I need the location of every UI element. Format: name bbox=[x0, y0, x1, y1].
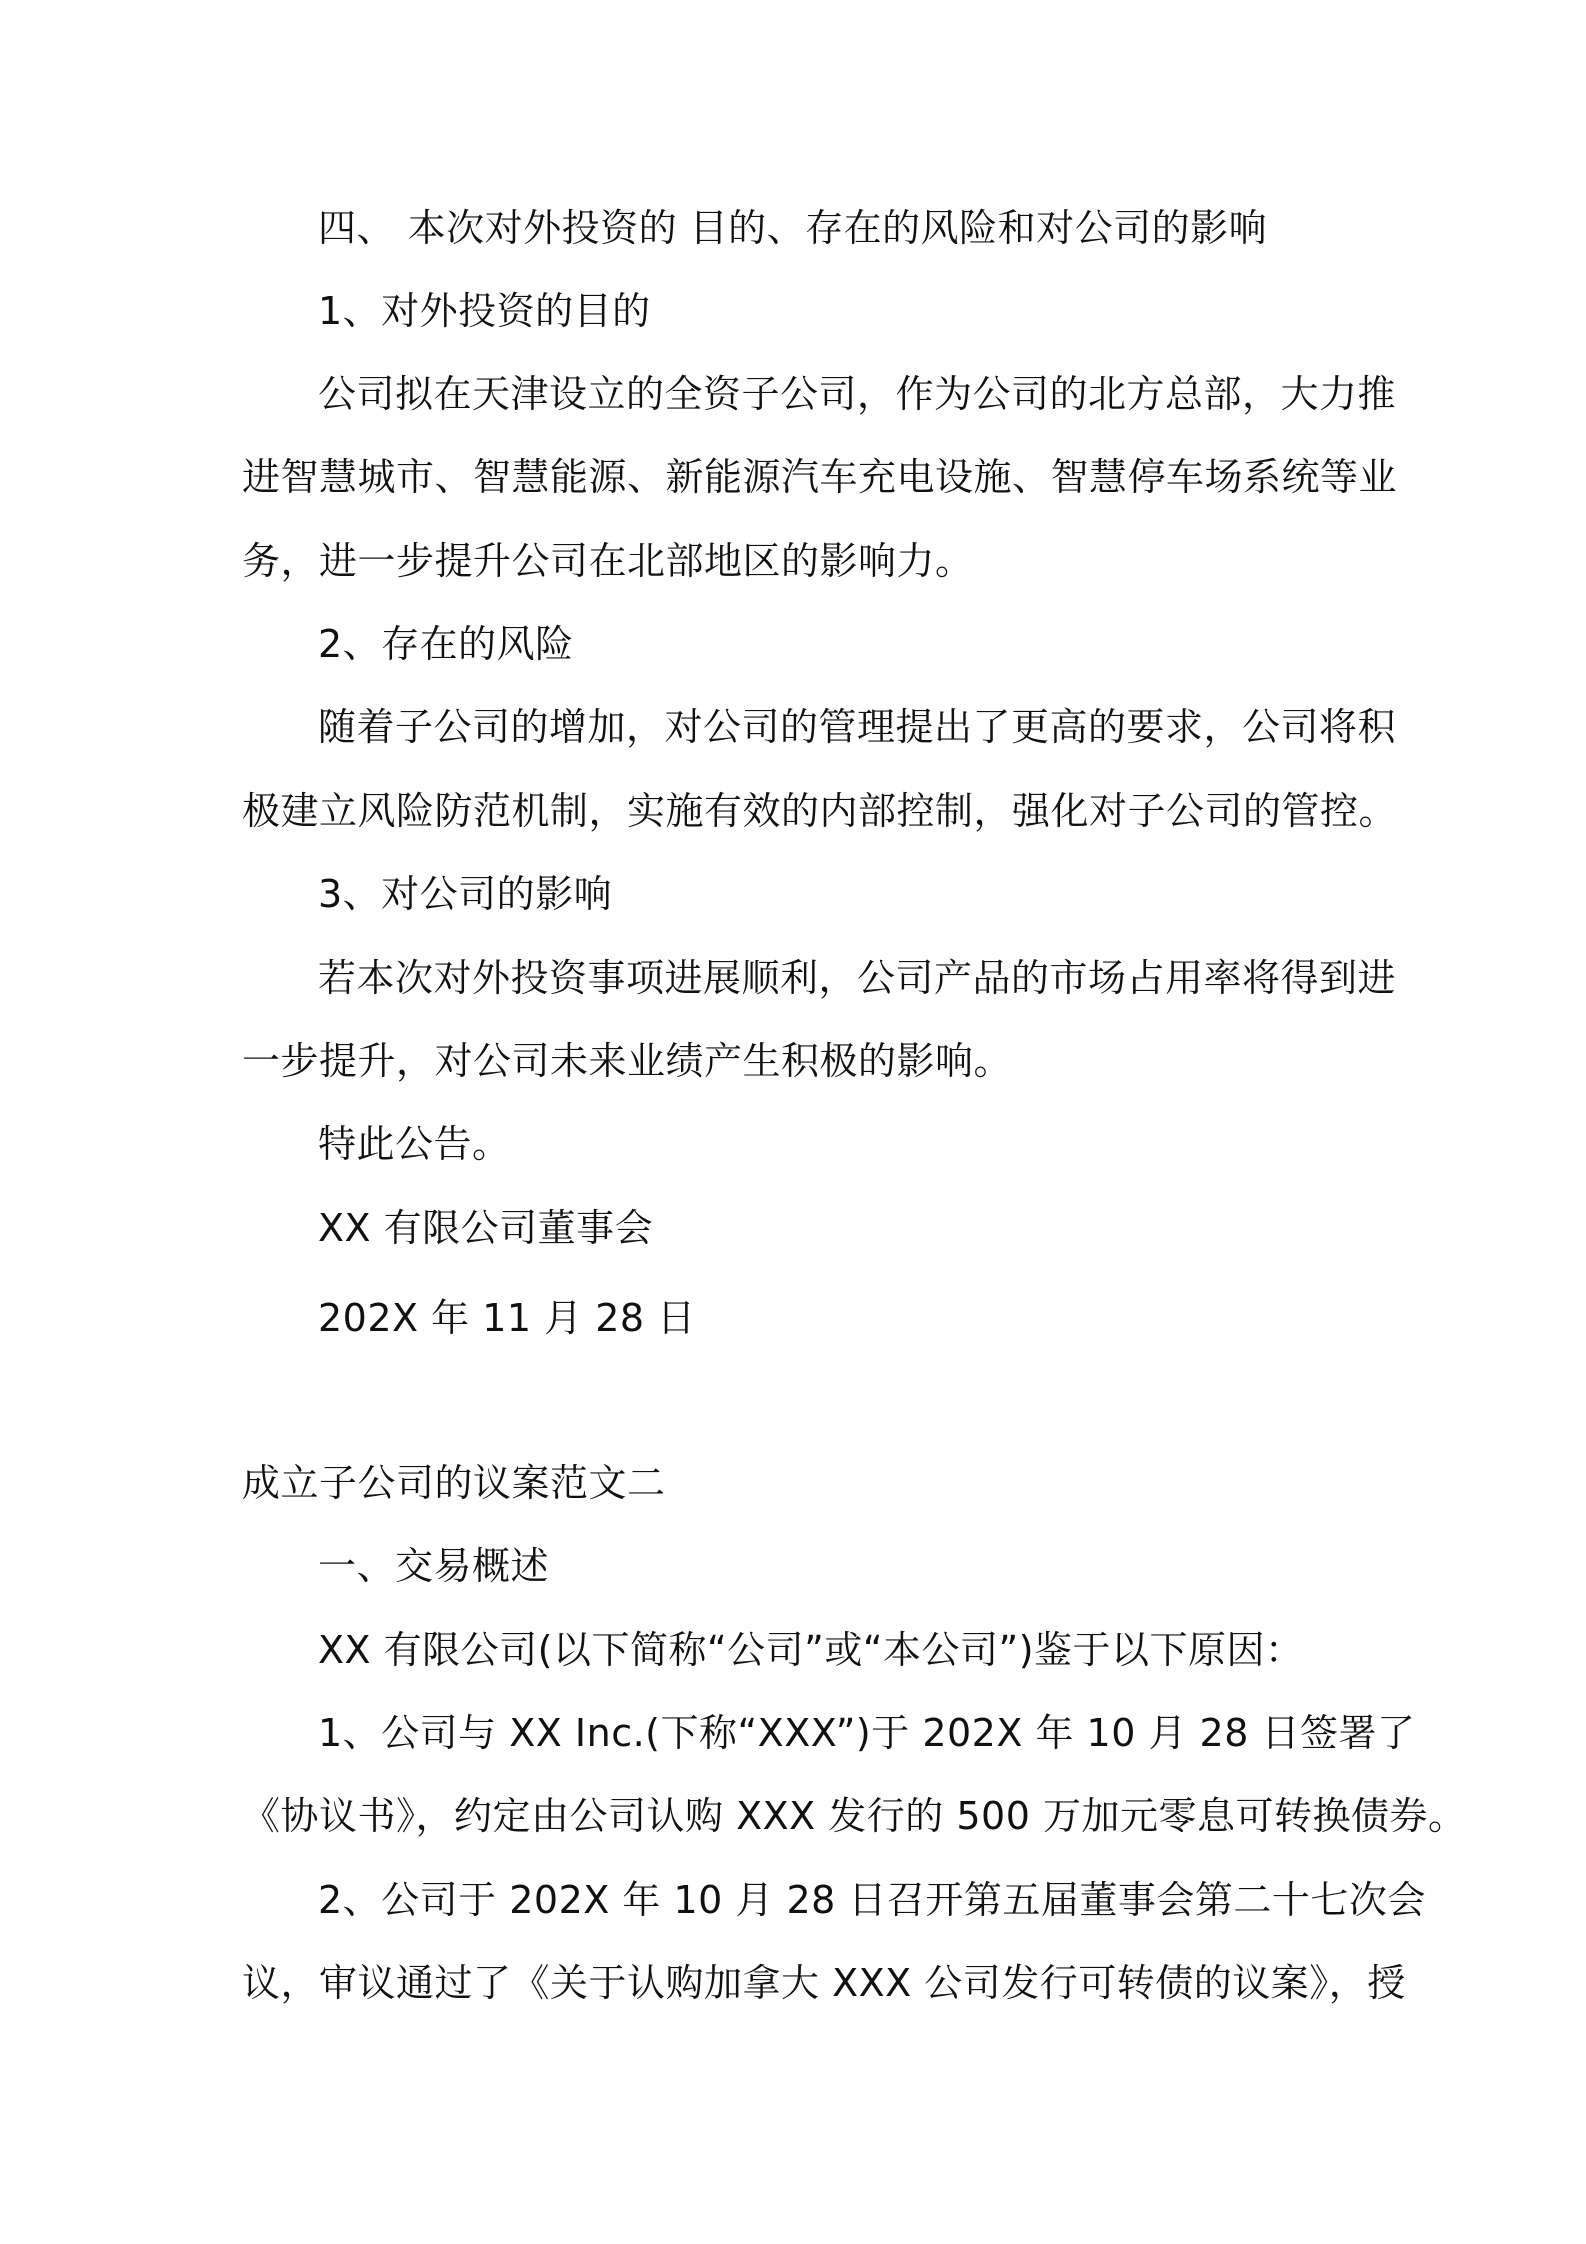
item1-paragraph-line: 进智慧城市、智慧能源、新能源汽车充电设施、智慧停车场系统等业 bbox=[242, 455, 1398, 499]
item3-paragraph-line: 若本次对外投资事项进展顺利，公司产品的市场占用率将得到进 bbox=[318, 956, 1397, 1000]
item3-paragraph-line: 一步提升，对公司未来业绩产生积极的影响。 bbox=[242, 1039, 1013, 1083]
section1-heading: 一、交易概述 bbox=[318, 1544, 550, 1588]
item2-paragraph-line: 随着子公司的增加，对公司的管理提出了更高的要求，公司将积 bbox=[318, 705, 1397, 749]
reason-line: 议，审议通过了《关于认购加拿大 XXX 公司发行可转债的议案》，授 bbox=[242, 1961, 1406, 2005]
reason-line: 《协议书》，约定由公司认购 XXX 发行的 500 万加元零息可转换债券。 bbox=[242, 1794, 1467, 1838]
reason-line: 2、公司于 202X 年 10 月 28 日召开第五届董事会第二十七次会 bbox=[318, 1878, 1426, 1922]
item2-paragraph-line: 极建立风险防范机制，实施有效的内部控制，强化对子公司的管控。 bbox=[242, 789, 1398, 833]
reason-line: 1、公司与 XX Inc.(下称“XXX”)于 202X 年 10 月 28 日签署了 bbox=[318, 1711, 1416, 1755]
item2-heading: 2、存在的风险 bbox=[318, 622, 574, 666]
item1-paragraph-line: 公司拟在天津设立的全资子公司，作为公司的北方总部，大力推 bbox=[318, 372, 1397, 416]
date: 202X 年 11 月 28 日 bbox=[318, 1296, 696, 1340]
closing-text: 特此公告。 bbox=[318, 1122, 511, 1166]
intro-text: XX 有限公司(以下简称“公司”或“本公司”)鉴于以下原因： bbox=[318, 1628, 1304, 1672]
section-title: 成立子公司的议案范文二 bbox=[242, 1461, 666, 1505]
item1-heading: 1、对外投资的目的 bbox=[318, 289, 651, 333]
signature: XX 有限公司董事会 bbox=[318, 1206, 654, 1250]
item1-paragraph-line: 务，进一步提升公司在北部地区的影响力。 bbox=[242, 539, 974, 583]
item3-heading: 3、对公司的影响 bbox=[318, 872, 613, 916]
section4-heading: 四、 本次对外投资的 目的、存在的风险和对公司的影响 bbox=[318, 206, 1268, 250]
